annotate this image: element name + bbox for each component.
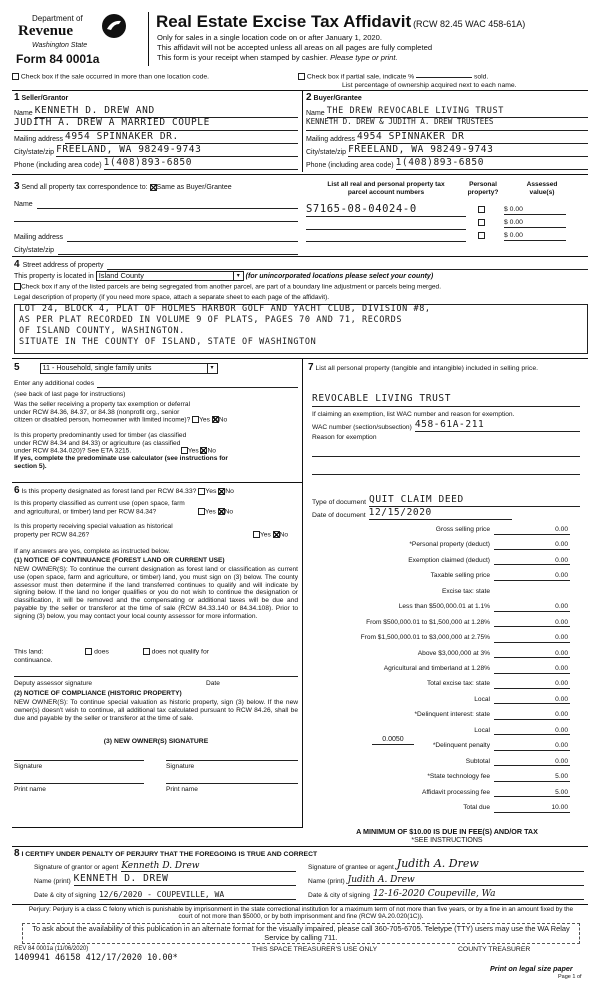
current-use-no-checkbox[interactable] — [218, 508, 225, 515]
additional-codes[interactable] — [97, 380, 298, 388]
assessed-value-3[interactable]: $ 0.00 — [504, 232, 566, 241]
revision: REV 84 0001a (11/06/2020) — [14, 946, 89, 952]
minimum-due: A MINIMUM OF $10.00 IS DUE IN FEE(S) AND/OR TAX — [356, 827, 538, 836]
deputy-signature-line[interactable] — [14, 676, 298, 677]
dropdown-arrow-icon: ▾ — [207, 364, 217, 373]
new-owner-print-2[interactable] — [166, 783, 298, 784]
calc-row — [312, 756, 570, 767]
personal-heading: Personal property? — [467, 181, 499, 196]
multi-location-checkbox[interactable] — [12, 73, 19, 80]
dept-line2: Revenue — [18, 23, 73, 39]
county-select[interactable]: Island County ▾ — [96, 271, 244, 281]
calc-value[interactable]: 0.00 — [494, 557, 570, 566]
same-as-buyer-checkbox[interactable] — [150, 184, 157, 191]
calc-label: Agricultural and timberland at 1.28% — [383, 664, 490, 672]
calc-value[interactable]: 0.00 — [494, 665, 570, 674]
form-number: Form 84 0001a — [16, 52, 100, 66]
calc-label: Less than $500,000.01 at 1.1% — [398, 603, 490, 611]
calc-value[interactable]: 0.00 — [494, 572, 570, 581]
calc-row — [312, 709, 570, 720]
perjury-statement: Perjury: Perjury is a class C felony which is punishable by imprisonment in the state correctional institution for a maximum term of not more than five years, or by a fine in an amount fixed by the court of not more than $5000, or by both imprisonment and fine (RCW 9A.20.020(1C)). — [28, 906, 574, 921]
calc-row — [312, 632, 570, 643]
qualify-row: This land: does does not qualify for — [14, 648, 209, 656]
calc-label: Total due — [463, 804, 490, 812]
calc-label: Affidavit processing fee — [421, 788, 490, 796]
calc-value[interactable]: 0.00 — [494, 727, 570, 736]
notice-compliance-body: NEW OWNER(S): To continue special valuation as historic property, sign (3) below. If the new owner(s) doesn't wish to continue, all additional tax calculated pursuant to RCW 84.26, shall be due and payable by the seller or transferor at the time of sale. — [14, 699, 298, 722]
calc-label: Local — [474, 695, 490, 703]
dor-logo-icon — [102, 14, 126, 38]
buyer-city[interactable]: FREELAND, WA 98249-9743 — [348, 145, 588, 157]
calc-value[interactable]: 0.00 — [494, 603, 570, 612]
calc-label: Total excise tax: state — [426, 680, 490, 688]
grantor-date-city[interactable]: 12/6/2020 - COUPEVILLE, WA — [99, 890, 296, 900]
partial-sale-checkbox[interactable] — [298, 73, 305, 80]
dropdown-arrow-icon: ▾ — [233, 272, 243, 280]
calc-label: Taxable selling price — [430, 572, 490, 580]
calc-label: From $1,500,000.01 to $3,000,000 at 2.75% — [360, 634, 490, 642]
calc-label: *Delinquent penalty — [432, 742, 490, 750]
document-date[interactable]: 12/15/2020 — [369, 508, 512, 520]
seller-city[interactable]: FREELAND, WA 98249-9743 — [56, 145, 298, 157]
dept-line1: Department of — [32, 14, 83, 23]
form-title: Real Estate Excise Tax Affidavit (RCW 82.45 WAC 458-61A) — [156, 12, 526, 31]
historic-no-checkbox[interactable] — [273, 531, 280, 538]
correspondence-line: 3 Send all property tax correspondence to: Same as Buyer/Grantee — [14, 181, 232, 192]
reason-line-1[interactable] — [312, 456, 580, 457]
calc-row — [312, 648, 570, 659]
wac-number[interactable]: 458-61A-211 — [415, 420, 580, 432]
calc-row — [312, 555, 570, 566]
calc-row — [312, 539, 570, 550]
calc-value[interactable]: 0.00 — [494, 696, 570, 705]
calc-label: *State technology fee — [427, 773, 490, 781]
seller-name2[interactable]: JUDITH A. DREW A MARRIED COUPLE — [14, 118, 298, 131]
calc-value[interactable]: 0.00 — [494, 758, 570, 767]
calc-label: *Personal property (deduct) — [409, 541, 490, 549]
historic-yes-checkbox[interactable] — [253, 531, 260, 538]
calc-row — [312, 771, 570, 782]
calc-value[interactable]: 5.00 — [494, 773, 570, 782]
personal-prop-checkbox-2[interactable] — [478, 219, 485, 226]
calc-value[interactable]: 0.00 — [494, 619, 570, 628]
calc-label: Local — [474, 726, 490, 734]
calc-value[interactable]: 0.00 — [494, 634, 570, 643]
calc-row — [312, 586, 570, 597]
assessed-heading: Assessed value(s) — [526, 181, 558, 196]
calc-row — [312, 663, 570, 674]
segregated-checkbox[interactable] — [14, 283, 21, 290]
calc-row — [312, 725, 570, 736]
does-not-qualify-checkbox[interactable] — [143, 648, 150, 655]
page-number: Page 1 of — [558, 974, 582, 980]
calc-row — [312, 740, 570, 751]
correspondence-name[interactable] — [37, 199, 298, 209]
buyer-heading: 2 Buyer/Grantee — [306, 92, 362, 103]
treasurer-use: THIS SPACE TREASURER'S USE ONLY — [252, 946, 378, 953]
seller-heading: 1 Seller/Grantor — [14, 92, 69, 103]
county-treasurer: COUNTY TREASURER — [458, 946, 531, 953]
calc-value[interactable]: 0.00 — [494, 526, 570, 535]
historic-question: Is this property receiving special valuation as historical property per RCW 84.26? Yes No — [14, 523, 289, 538]
buyer-name1[interactable]: THE DREW REVOCABLE LIVING TRUST — [327, 107, 588, 118]
document-type[interactable]: QUIT CLAIM DEED — [369, 495, 580, 507]
calc-label: Exemption claimed (deduct) — [408, 556, 490, 564]
personal-property-list[interactable]: REVOCABLE LIVING TRUST — [312, 394, 580, 407]
calc-value[interactable]: 0.00 — [494, 650, 570, 659]
calc-value[interactable]: 0.00 — [494, 711, 570, 720]
does-qualify-checkbox[interactable] — [85, 648, 92, 655]
calc-row — [312, 679, 570, 690]
legal-description-box[interactable]: LOT 24, BLOCK 4, PLAT OF HOLMES HARBOR GOLF AND YACHT CLUB, DIVISION #8, AS PER PLAT RECORDED IN VOLUME 9 OF PLATS, PAGES 70 AND 71, RECORDS OF ISLAND COUNTY, WASHINGTON. SITUATE IN THE COUNTY OF ISLAND, STATE OF WASHINGTON — [14, 304, 588, 354]
land-use-select[interactable]: 11 - Household, single family units ▾ — [40, 363, 218, 374]
assessed-value-1[interactable]: $ 0.00 — [504, 206, 566, 215]
grantee-signature[interactable]: Judith A. Drew — [397, 858, 584, 872]
partial-sale-check[interactable]: Check box if partial sale, indicate % sold. — [298, 73, 488, 81]
calc-value[interactable]: 5.00 — [494, 789, 570, 798]
legal-desc-label: Legal description of property (if you need more space, attach a separate sheet to each page of the affidavit). — [14, 294, 330, 301]
seller-name1[interactable]: KENNETH D. DREW AND — [35, 106, 298, 118]
current-use-yes-checkbox[interactable] — [198, 508, 205, 515]
forest-question: 6 Is this property designated as forest land per RCW 84.33? Yes No — [14, 485, 234, 496]
calc-label: Above $3,000,000 at 3% — [417, 649, 490, 657]
alt-format-notice: To ask about the availability of this publication in an alternate format for the visually impaired, please call 360-705-6705. Teletype (TTY) users may use the WA Relay Service by calling 711. — [22, 923, 580, 944]
seller-mailing[interactable]: 4954 SPINNAKER DR. — [65, 132, 298, 144]
calc-label: From $500,000.01 to $1,500,000 at 1.28% — [366, 618, 490, 626]
certify-line: 8 I CERTIFY UNDER PENALTY OF PERJURY THAT THE FOREGOING IS TRUE AND CORRECT — [14, 848, 318, 859]
section7-text: 7 List all personal property (tangible and intangible) included in selling price. — [308, 362, 538, 373]
buyer-mailing[interactable]: 4954 SPINNAKER DR — [357, 132, 588, 144]
dor-logo-block — [12, 12, 144, 68]
calc-label: Excise tax: state — [441, 587, 490, 595]
header-note2: This affidavit will not be accepted unless all areas on all pages are fully completed — [157, 43, 433, 52]
segregated-check[interactable]: Check box if any of the listed parcels are being segregated from another parcel, are part of a boundary line adjustment or parcels being merged. — [14, 283, 441, 291]
assessed-value-2[interactable]: $ 0.00 — [504, 219, 566, 228]
timber-yes-checkbox[interactable] — [181, 447, 188, 454]
grantor-print-name[interactable]: KENNETH D. DREW — [74, 874, 296, 886]
calc-label: *Delinquent interest: state — [414, 711, 490, 719]
parcel-number[interactable]: S7165-08-04024-0 — [306, 203, 466, 217]
calc-label: Subtotal — [465, 757, 490, 765]
calc-row — [312, 694, 570, 705]
header-note1: Only for sales in a single location code on or after January 1, 2020. — [157, 33, 382, 42]
correspondence-mailing[interactable] — [67, 232, 298, 242]
calc-label: Gross selling price — [435, 525, 490, 533]
buyer-name2[interactable]: KENNETH D. DREW & JUDITH A. DREW TRUSTEES — [306, 118, 588, 131]
current-use-question: Is this property classified as current use (open space, farm and agricultural, or timber) land per RCW 84.34? Yes No — [14, 500, 234, 515]
notice-compliance-title: (2) NOTICE OF COMPLIANCE (HISTORIC PROPERTY) — [14, 690, 182, 697]
street-address[interactable] — [107, 261, 589, 270]
buyer-phone[interactable]: 1(408)893-6850 — [396, 158, 588, 170]
recording-stamp: 1409941 46158 412/17/2020 10.00* — [14, 953, 178, 963]
dept-line3: Washington State — [32, 42, 88, 49]
timber-question: Is this property predominantly used for timber (as classified under RCW 84.34 and 84.33) or agriculture (as classified under RCW 84.34.020)? See ETA 3215. Yes No If yes, complete the predominate use calculator (see instructions for section 5). — [14, 432, 228, 470]
seller-phone[interactable]: 1(408)893-6850 — [104, 158, 298, 170]
correspondence-city[interactable] — [58, 245, 298, 255]
calc-value[interactable]: 10.00 — [494, 804, 570, 813]
calc-row — [312, 601, 570, 612]
grantor-signature[interactable]: Kenneth D. Drew — [121, 861, 296, 872]
personal-prop-checkbox-3[interactable] — [478, 232, 485, 239]
calc-row — [312, 617, 570, 628]
exemption-no-checkbox[interactable] — [212, 416, 219, 423]
header-note3: This form is your receipt when stamped by cashier. Please type or print. — [157, 53, 398, 62]
calc-value[interactable]: 0.00 — [494, 541, 570, 550]
calc-value[interactable]: 0.00 — [494, 742, 570, 751]
new-owner-sig-1[interactable] — [14, 760, 144, 761]
new-owner-print-1[interactable] — [14, 783, 144, 784]
notice-continuance-title: (1) NOTICE OF CONTINUANCE (FOREST LAND OR CURRENT USE) — [14, 557, 225, 564]
grantee-print-name[interactable]: Judith A. Drew — [348, 875, 584, 886]
personal-prop-checkbox-1[interactable] — [478, 206, 485, 213]
ownership-note: List percentage of ownership acquired next to each name. — [342, 82, 517, 89]
local-rate[interactable]: 0.0050 — [372, 736, 414, 745]
parcel-heading: List all real and personal property tax parcel account numbers — [327, 181, 445, 196]
notice-continuance-body: NEW OWNER(S): To continue the current designation as forest land or classification as current use (open space, farm and agriculture, or timber) land, you must sign on (3) below. The county assessor must then determine if the land transferred continues to qualify and will indicate by signing below. If the land no longer qualifies or you do not wish to continue the designation or classification, it will be removed and the compensating or additional taxes will be due and payable by the seller or transferor at the time of sale (RCW 84.33.140 or 84.34.108). Prior to signing (3) below, you may contact your local county assessor for more information. — [14, 566, 298, 620]
reason-line-2[interactable] — [312, 474, 580, 475]
legal-size-note: Print on legal size paper — [490, 964, 573, 973]
county-row: This property is located in Island County ▾ (for unincorporated locations please select your county) — [14, 271, 434, 280]
exemption-question: Was the seller receiving a property tax exemption or deferral under RCW 84.36, 84.37, or 84.38 (nonprofit org., senior citizen or disabled person, homeowner with limited income)? Yes No — [14, 401, 228, 424]
multi-location-check[interactable]: Check box if the sale occurred in more than one location code. — [12, 73, 209, 81]
calc-row — [312, 570, 570, 581]
grantee-date-city[interactable]: 12-16-2020 Coupeville, Wa — [373, 889, 584, 900]
calc-value[interactable]: 0.00 — [494, 680, 570, 689]
new-owner-sig-2[interactable] — [166, 760, 298, 761]
calc-row — [312, 524, 570, 535]
calc-row — [312, 802, 570, 813]
calc-row — [312, 787, 570, 798]
